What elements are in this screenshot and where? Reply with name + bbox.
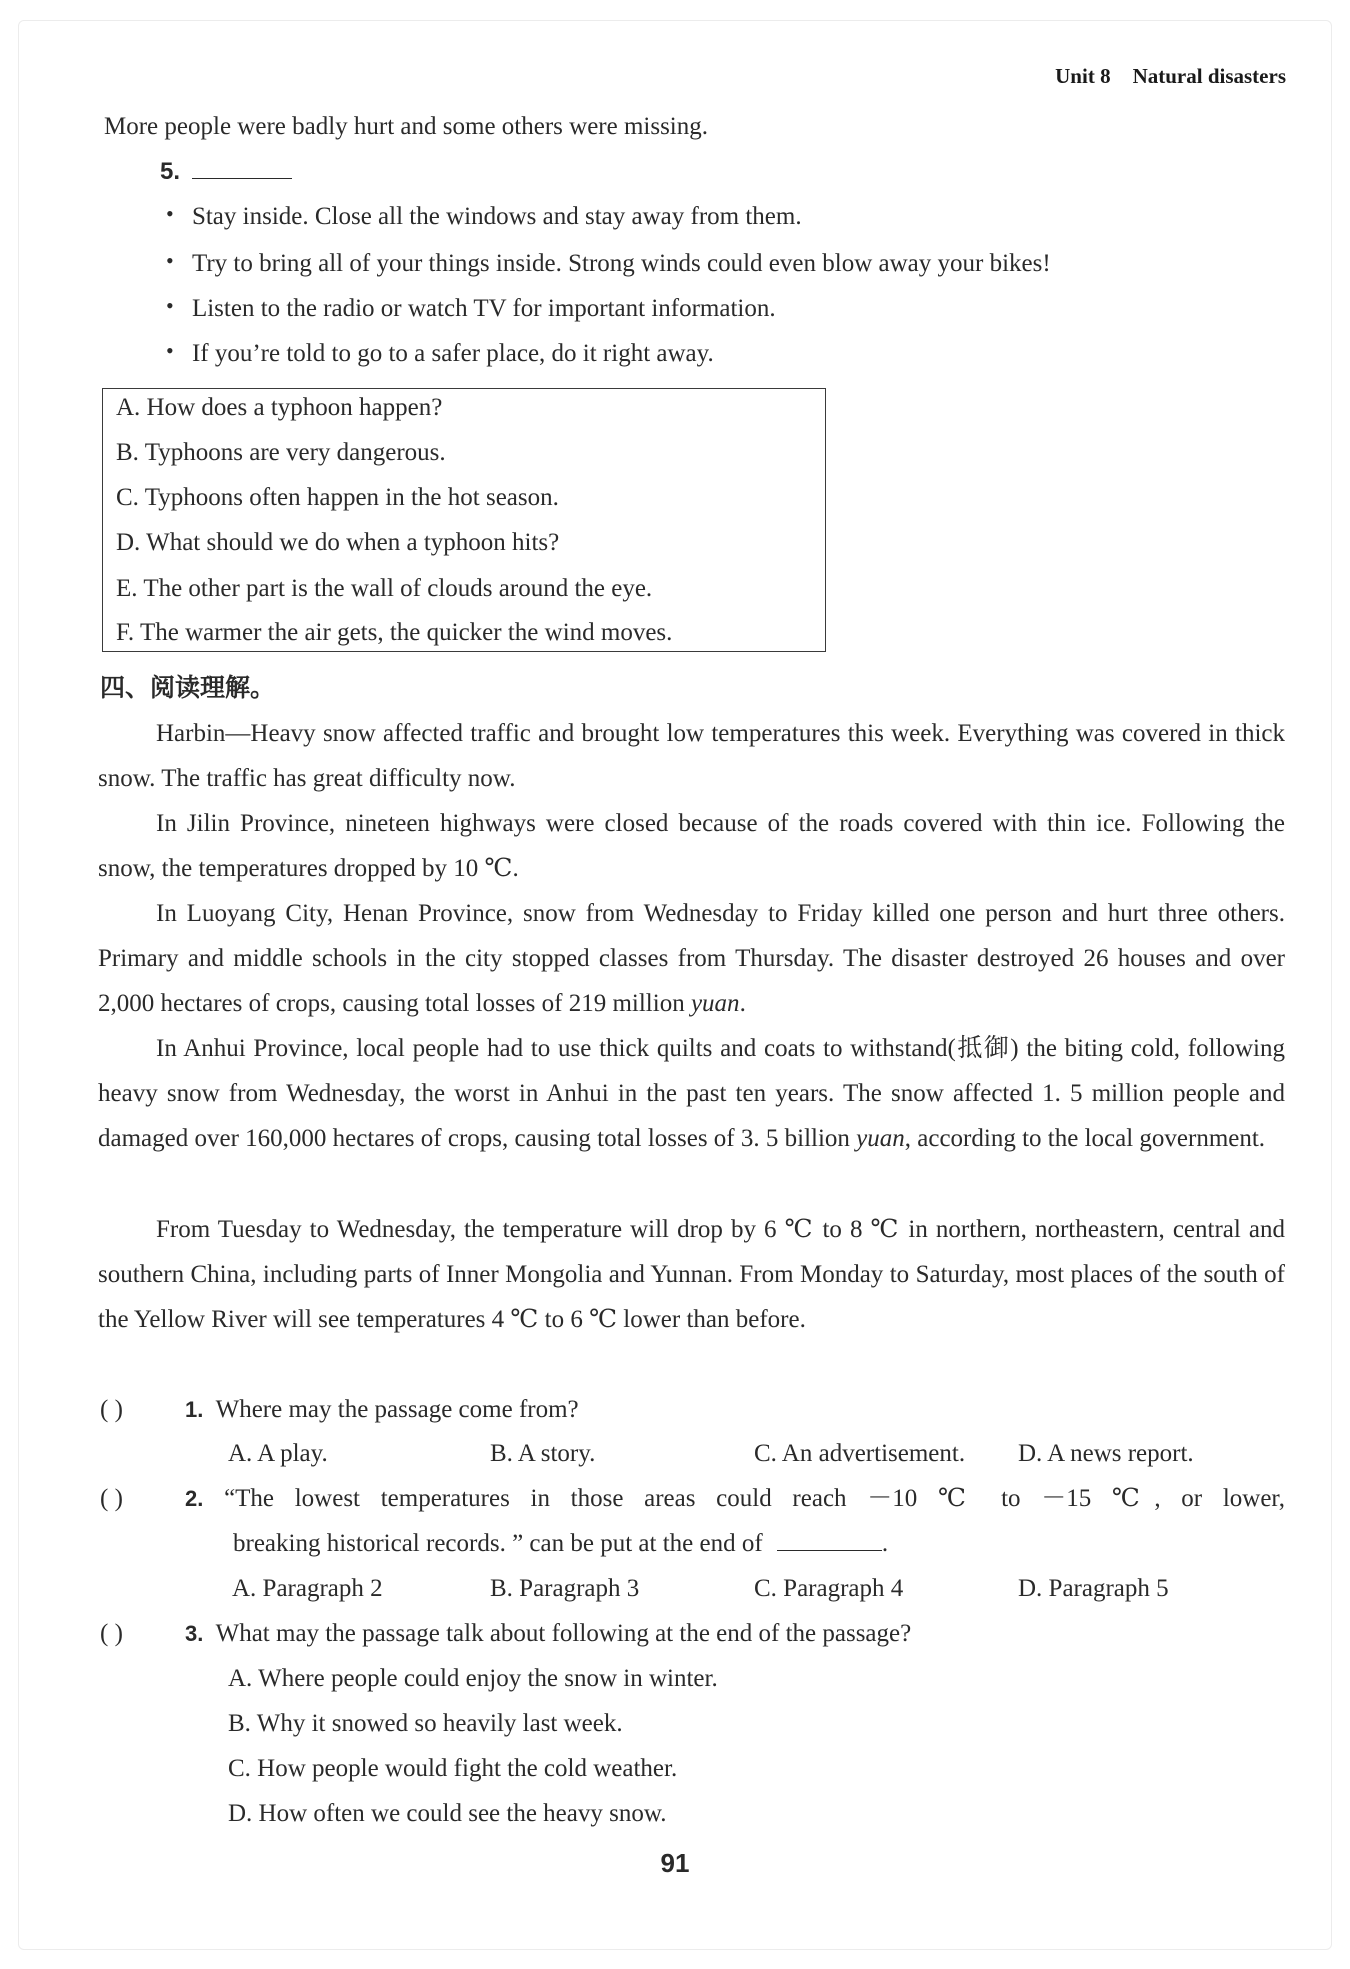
option-b: B. Typhoons are very dangerous. [116,439,446,466]
q2-option-c[interactable]: C. Paragraph 4 [754,1575,904,1602]
question-1 [185,1387,579,1432]
passage-paragraph-1: Harbin—Heavy snow affected traffic and brought low temperatures this week. Everything was covered in thick snow. The traffic has great difficulty now. [98,720,1285,792]
q3-option-a[interactable]: A. Where people could enjoy the snow in winter. [228,1665,718,1692]
q3-option-c[interactable]: C. How people would fight the cold weather. [228,1755,678,1782]
q1-option-d[interactable]: D. A news report. [1018,1440,1194,1467]
question-3-text: What may the passage talk about following at the end of the passage? [215,1620,912,1647]
question-2-number: 2. [185,1486,204,1511]
q2-option-b[interactable]: B. Paragraph 3 [490,1575,640,1602]
q1-option-a[interactable]: A. A play. [228,1440,328,1467]
answer-blank-q2[interactable] [777,1549,882,1551]
bullet-item: • Stay inside. Close all the windows and stay away from them. [166,201,802,230]
intro-line: More people were badly hurt and some others were missing. [104,113,709,140]
q1-option-c[interactable]: C. An advertisement. [754,1440,966,1467]
bullet-item: • Try to bring all of your things inside. Strong winds could even blow away your bikes! [166,248,1051,277]
answer-bracket-3[interactable]: ( ) [100,1620,123,1647]
unit-label: Unit 8 [1055,64,1111,88]
page-header [1055,64,1286,89]
option-c: C. Typhoons often happen in the hot season. [116,484,559,511]
bullet-item: • Listen to the radio or watch TV for important information. [166,293,776,322]
bullet-item: • If you’re told to go to a safer place, do it right away. [166,338,714,367]
question-5 [160,149,292,194]
answer-bracket-1[interactable]: ( ) [100,1396,123,1423]
section-title: 四、阅读理解。 [100,674,276,702]
passage-paragraph-2: In Jilin Province, nineteen highways were closed because of the roads covered with thin ice. Following the snow, the temperatures dropped by 10 ℃. [98,810,1285,882]
question-2-line-2: breaking historical records. ” can be put at the end of . [233,1530,889,1557]
page-number: 91 [660,1848,690,1878]
bullet-dot-icon: • [166,201,174,226]
q1-option-b[interactable]: B. A story. [490,1440,596,1467]
bullet-dot-icon: • [166,293,174,318]
q3-option-b[interactable]: B. Why it snowed so heavily last week. [228,1710,623,1737]
question-5-number: 5. [160,158,181,185]
yuan-italic: yuan [856,1125,905,1152]
bullet-dot-icon: • [166,338,174,363]
question-3-number: 3. [185,1621,204,1646]
question-3 [185,1611,911,1656]
option-e: E. The other part is the wall of clouds around the eye. [116,575,653,602]
bullet-dot-icon: • [166,248,174,273]
passage-paragraph-5: From Tuesday to Wednesday, the temperature will drop by 6 ℃ to 8 ℃ in northern, northeastern, central and southern China, including parts of Inner Mongolia and Yunnan. From Monday to Saturday, most places of the south of the Yellow River will see temperatures 4 ℃ to 6 ℃ lower than before. [98,1216,1285,1333]
answer-bracket-2[interactable]: ( ) [100,1485,123,1512]
unit-title: Natural disasters [1132,64,1286,88]
question-1-text: Where may the passage come from? [215,1396,579,1423]
question-2-text: “The lowest temperatures in those areas could reach －10 ℃ to －15 ℃, or lower, [224,1485,1285,1512]
q2-option-a[interactable]: A. Paragraph 2 [232,1575,383,1602]
question-1-number: 1. [185,1397,204,1422]
passage-paragraph-3: In Luoyang City, Henan Province, snow from Wednesday to Friday killed one person and hurt three others. Primary and middle schools in the city stopped classes from Thursday. The disaster destroyed 26 houses and over 2,000 hectares of crops, causing total losses of 219 million yuan. [98,900,1285,1017]
question-2-line-1 [185,1476,1285,1521]
q2-option-d[interactable]: D. Paragraph 5 [1018,1575,1169,1602]
yuan-italic: yuan [690,990,740,1017]
q3-option-d[interactable]: D. How often we could see the heavy snow. [228,1800,667,1827]
option-f: F. The warmer the air gets, the quicker the wind moves. [116,619,673,646]
passage-paragraph-4: In Anhui Province, local people had to use thick quilts and coats to withstand(抵御) the biting cold, following heavy snow from Wednesday, the worst in Anhui in the past ten years. The snow affected 1. 5 million people and damaged over 160,000 hectares of crops, causing total losses of 3. 5 billion yuan, according to the local government. [98,1035,1285,1152]
answer-blank-5[interactable] [192,177,292,179]
option-a: A. How does a typhoon happen? [116,394,443,421]
option-d: D. What should we do when a typhoon hits? [116,529,560,556]
